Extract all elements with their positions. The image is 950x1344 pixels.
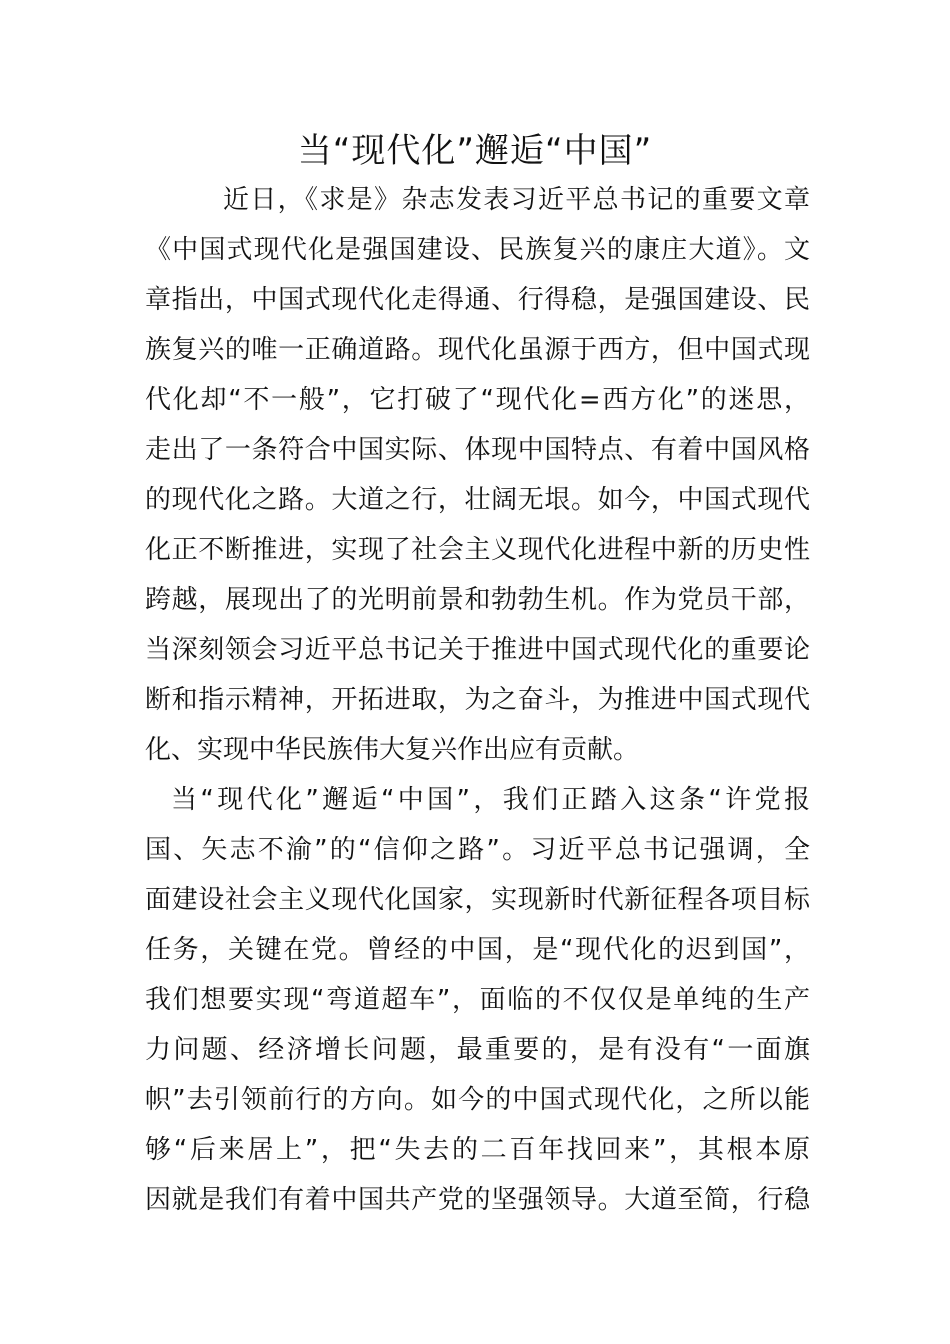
paragraph-line: 跨越，展现出了的光明前景和勃勃生机。作为党员干部， <box>145 585 810 615</box>
paragraph-line: 当“现代化”邂逅“中国”，我们正踏入这条“许党报 <box>171 785 810 815</box>
paragraph-line: 化正不断推进，实现了社会主义现代化进程中新的历史性 <box>145 535 810 565</box>
document-title: 当“现代化”邂逅“中国” <box>297 131 653 171</box>
paragraph-line: 我们想要实现“弯道超车”，面临的不仅仅是单纯的生产 <box>145 985 810 1015</box>
document-body <box>145 175 810 1225</box>
paragraph-line: 章指出，中国式现代化走得通、行得稳，是强国建设、民 <box>145 285 810 315</box>
paragraph-line: 帜”去引领前行的方向。如今的中国式现代化，之所以能 <box>145 1085 810 1115</box>
paragraph-line: 任务，关键在党。曾经的中国，是“现代化的迟到国”， <box>145 935 810 965</box>
paragraph-line: 力问题、经济增长问题，最重要的，是有没有“一面旗 <box>145 1035 810 1065</box>
paragraph-line: 代化却“不一般”，它打破了“现代化=西方化”的迷思， <box>145 385 810 415</box>
paragraph-1 <box>145 175 810 775</box>
paragraph-line: 当深刻领会习近平总书记关于推进中国式现代化的重要论 <box>145 635 810 665</box>
paragraph-line: 够“后来居上”，把“失去的二百年找回来”，其根本原 <box>145 1135 810 1165</box>
paragraph-line: 走出了一条符合中国实际、体现中国特点、有着中国风格 <box>145 435 810 465</box>
paragraph-line: 化、实现中华民族伟大复兴作出应有贡献。 <box>145 735 640 765</box>
paragraph-line: 因就是我们有着中国共产党的坚强领导。大道至简，行稳 <box>145 1185 810 1215</box>
paragraph-line: 面建设社会主义现代化国家，实现新时代新征程各项目标 <box>145 885 810 915</box>
paragraph-2 <box>145 775 810 1225</box>
paragraph-line: 断和指示精神，开拓进取，为之奋斗，为推进中国式现代 <box>145 685 810 715</box>
paragraph-line: 《中国式现代化是强国建设、民族复兴的康庄大道》。文 <box>145 235 810 265</box>
paragraph-line: 国、矢志不渝”的“信仰之路”。习近平总书记强调，全 <box>145 835 810 865</box>
paragraph-line: 族复兴的唯一正确道路。现代化虽源于西方，但中国式现 <box>145 335 810 365</box>
paragraph-line: 的现代化之路。大道之行，壮阔无垠。如今，中国式现代 <box>145 485 810 515</box>
paragraph-line: 近日，《求是》杂志发表习近平总书记的重要文章 <box>223 185 810 215</box>
